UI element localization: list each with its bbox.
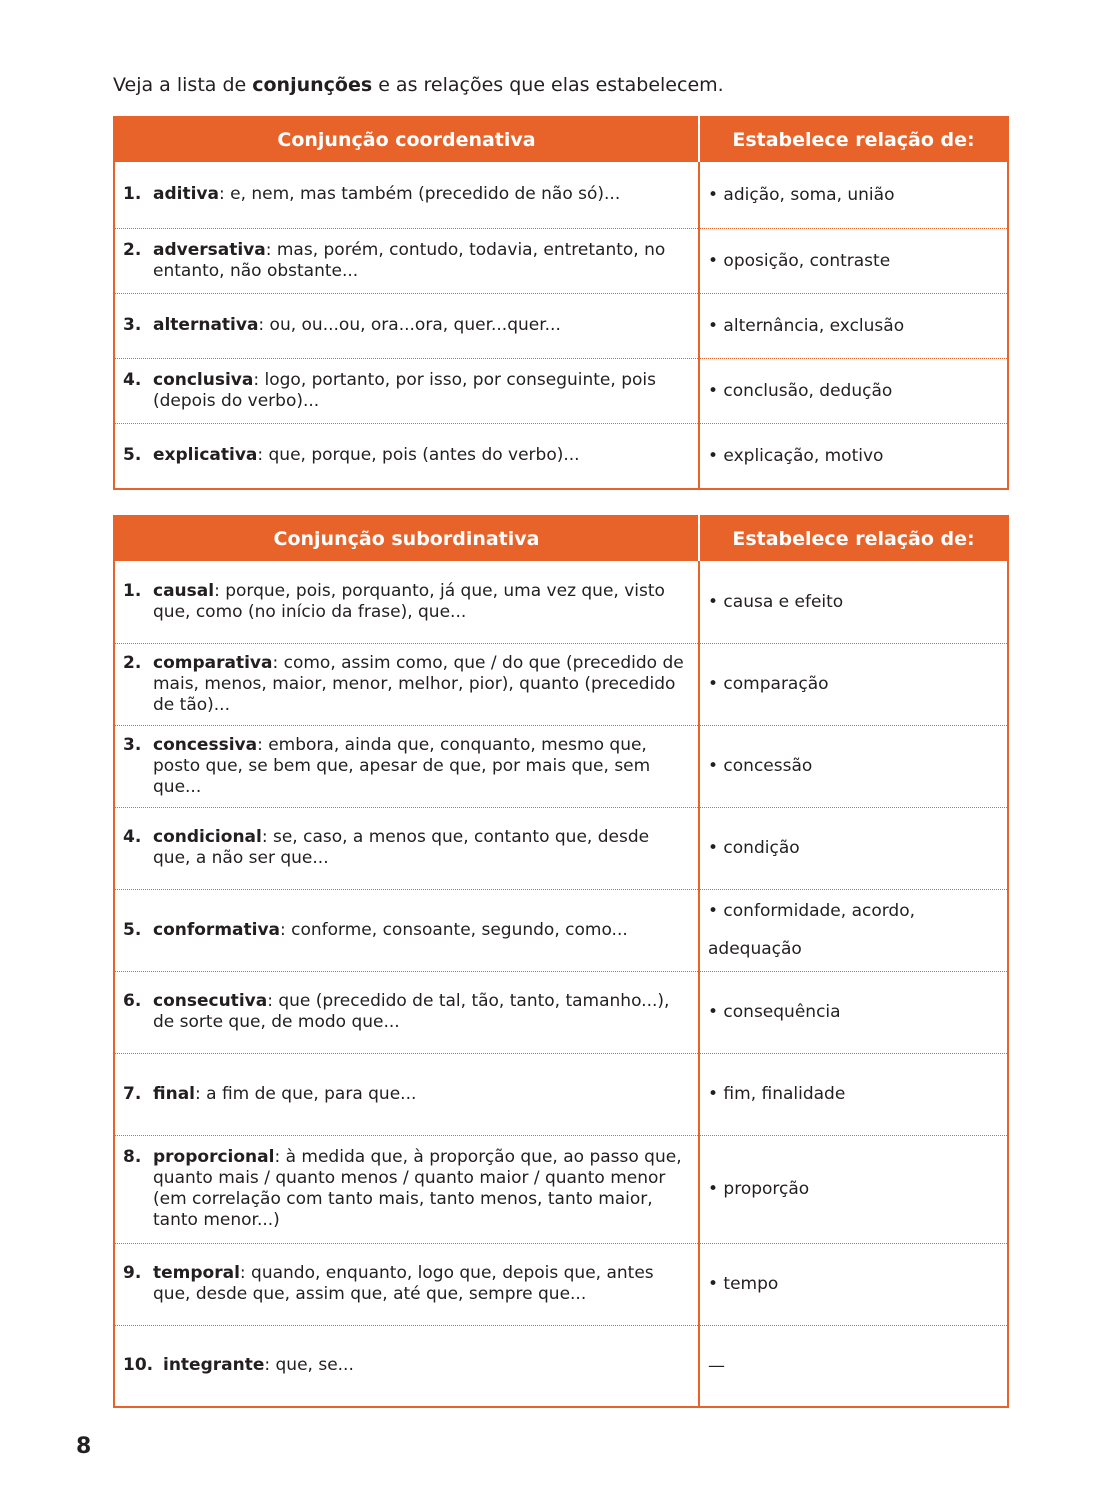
conjunction-examples: : à medida que, à proporção que, ao passo que, quanto mais / quanto menos / quanto maior / quanto menor (em correlação com tanto mais, tanto menos, tanto maior, tanto menor...) (153, 1147, 682, 1230)
relation-text: • tempo (708, 1274, 779, 1294)
conjunction-examples: : quando, enquanto, logo que, depois que, antes que, desde que, assim que, até que, sempre que... (153, 1263, 654, 1304)
conjunction-cell (114, 423, 699, 489)
conjunction-type: causal (153, 580, 215, 601)
table-row (114, 293, 1008, 358)
conjunction-type: concessiva (153, 734, 258, 755)
conjunction-type: aditiva (153, 184, 219, 205)
conjunction-examples: : porque, pois, porquanto, já que, uma vez que, visto que, como (no início da frase), que... (153, 580, 665, 622)
relation-text: • causa e efeito (708, 591, 844, 612)
conjunction-item (123, 184, 690, 205)
conjunction-cell (114, 725, 699, 807)
conjunction-type: alternativa (153, 315, 259, 335)
conjunction-examples: : embora, ainda que, conquanto, mesmo que, posto que, se bem que, apesar de que, por mais que, sem que... (153, 734, 651, 797)
relation-text: • concessão (708, 756, 813, 776)
page-number: 8 (76, 1434, 92, 1459)
item-number: 4. (123, 369, 142, 390)
table-row (114, 1325, 1008, 1407)
relation-cell (699, 228, 1008, 293)
item-description (153, 827, 690, 869)
conjunction-cell (114, 1325, 699, 1407)
conjunction-item (123, 1355, 690, 1376)
table-row (114, 228, 1008, 293)
conjunction-cell (114, 293, 699, 358)
item-number: 1. (123, 580, 142, 601)
relation-cell (699, 162, 1008, 228)
header-conjunction: Conjunção subordinativa (114, 516, 699, 561)
item-description (153, 653, 690, 716)
conjunction-cell (114, 228, 699, 293)
conjunction-item (123, 1084, 690, 1105)
relation-text: • consequência (708, 1002, 841, 1022)
table-header (114, 117, 1008, 162)
conjunction-examples: : como, assim como, que / do que (precedido de mais, menos, maior, menor, melhor, pior), quanto (precedido de tão)... (153, 652, 684, 715)
relation-cell (699, 807, 1008, 889)
item-number: 4. (123, 827, 142, 847)
conjunction-item (123, 445, 690, 466)
conjunction-item (123, 653, 690, 716)
relation-cell (699, 1053, 1008, 1135)
item-description (163, 1355, 690, 1376)
item-number: 3. (123, 315, 142, 335)
item-description (153, 445, 690, 466)
table-row (114, 423, 1008, 489)
conjunction-examples: : que, porque, pois (antes do verbo)... (257, 445, 580, 466)
conjunction-examples: : conforme, consoante, segundo, como... (280, 919, 628, 940)
relation-cell (699, 971, 1008, 1053)
table-row (114, 807, 1008, 889)
relation-text: • condição (708, 838, 800, 858)
table-row (114, 889, 1008, 971)
conjunction-item (123, 1147, 690, 1231)
conjunction-item (123, 581, 690, 623)
conjunction-type: comparativa (153, 652, 273, 673)
conjunction-examples: : que (precedido de tal, tão, tanto, tamanho...), de sorte que, de modo que... (153, 991, 670, 1032)
conjunction-item (123, 827, 690, 869)
conjunction-item (123, 370, 690, 412)
relation-text: • adição, soma, união (708, 184, 895, 205)
item-description (153, 240, 690, 282)
conjunction-cell (114, 358, 699, 423)
relation-cell (699, 561, 1008, 643)
conjunction-cell (114, 1243, 699, 1325)
table-row (114, 358, 1008, 423)
conjunction-cell (114, 643, 699, 725)
header-conjunction: Conjunção coordenativa (114, 117, 699, 162)
conjunction-item (123, 315, 690, 336)
item-number: 5. (123, 445, 142, 466)
item-description (153, 184, 690, 205)
relation-cell (699, 643, 1008, 725)
conjunction-examples: : que, se... (264, 1355, 354, 1376)
relation-text: • explicação, motivo (708, 445, 884, 466)
conjunction-examples: : e, nem, mas também (precedido de não só)... (218, 184, 621, 205)
conjunction-cell (114, 162, 699, 228)
conjunction-cell (114, 807, 699, 889)
item-description (153, 370, 690, 412)
intro-prefix: Veja a lista de (113, 74, 253, 96)
relation-cell (699, 1325, 1008, 1407)
conjunction-item (123, 1263, 690, 1305)
coordinating-rows (114, 162, 1008, 489)
relation-text: • conclusão, dedução (708, 380, 893, 401)
item-number: 5. (123, 919, 142, 940)
item-number: 6. (123, 991, 142, 1011)
item-description (153, 581, 690, 623)
conjunction-examples: : ou, ou...ou, ora...ora, quer...quer... (258, 315, 561, 335)
conjunction-cell (114, 1135, 699, 1243)
conjunction-type: adversativa (153, 239, 266, 260)
table-row (114, 561, 1008, 643)
table-row (114, 1053, 1008, 1135)
conjunction-item (123, 240, 690, 282)
relation-cell (699, 1135, 1008, 1243)
conjunction-item (123, 991, 690, 1033)
relation-cell (699, 1243, 1008, 1325)
item-number: 7. (123, 1083, 142, 1104)
conjunction-item (123, 735, 690, 798)
item-number: 2. (123, 652, 142, 673)
item-description (153, 1147, 690, 1231)
header-relation: Estabelece relação de: (699, 516, 1008, 561)
conjunction-type: conclusiva (153, 369, 254, 390)
relation-cell (699, 725, 1008, 807)
table-row (114, 1135, 1008, 1243)
relation-cell (699, 293, 1008, 358)
conjunction-type: conformativa (153, 919, 281, 940)
table-row (114, 971, 1008, 1053)
relation-cell (699, 423, 1008, 489)
relation-cell (699, 358, 1008, 423)
coordinating-table (113, 116, 1009, 490)
table-header (114, 516, 1008, 561)
item-description (153, 315, 690, 336)
conjunction-type: condicional (153, 827, 262, 847)
conjunction-type: explicativa (153, 445, 258, 466)
conjunction-examples: : logo, portanto, por isso, por conseguinte, pois (depois do verbo)... (153, 369, 656, 411)
intro-emphasis: conjunções (252, 74, 373, 96)
conjunction-type: final (153, 1083, 196, 1104)
item-description (153, 735, 690, 798)
item-description (153, 1084, 690, 1105)
subordinating-rows (114, 561, 1008, 1407)
table-row (114, 162, 1008, 228)
item-description (153, 920, 690, 941)
item-number: 9. (123, 1263, 142, 1283)
relation-cell (699, 889, 1008, 971)
table-row (114, 1243, 1008, 1325)
header-relation: Estabelece relação de: (699, 117, 1008, 162)
relation-text: • conformidade, acordo, adequação (708, 901, 916, 959)
item-number: 3. (123, 734, 142, 755)
item-description (153, 1263, 690, 1305)
relation-text: • oposição, contraste (708, 250, 891, 271)
relation-text: • proporção (708, 1179, 810, 1199)
item-number: 8. (123, 1147, 142, 1167)
conjunction-type: temporal (153, 1263, 240, 1283)
item-number: 2. (123, 239, 142, 260)
conjunction-type: consecutiva (153, 991, 268, 1011)
conjunction-cell (114, 1053, 699, 1135)
conjunction-examples: : se, caso, a menos que, contanto que, desde que, a não ser que... (153, 827, 650, 868)
conjunction-examples: : a fim de que, para que... (195, 1083, 417, 1104)
conjunction-cell (114, 889, 699, 971)
conjunction-cell (114, 561, 699, 643)
item-number: 10. (123, 1355, 154, 1376)
conjunction-type: integrante (163, 1355, 265, 1376)
subordinating-table (113, 515, 1009, 1408)
item-number: 1. (123, 184, 142, 205)
conjunction-examples: : mas, porém, contudo, todavia, entretanto, no entanto, não obstante... (153, 239, 666, 281)
item-description (153, 991, 690, 1033)
intro-text (113, 72, 1013, 98)
relation-text: • comparação (708, 674, 829, 694)
relation-text: • fim, finalidade (708, 1084, 846, 1104)
conjunction-cell (114, 971, 699, 1053)
relation-text: • alternância, exclusão (708, 315, 905, 336)
intro-suffix: e as relações que elas estabelecem. (372, 74, 724, 96)
table-row (114, 643, 1008, 725)
relation-text: — (708, 1355, 725, 1376)
table-row (114, 725, 1008, 807)
conjunction-item (123, 920, 690, 941)
conjunction-type: proporcional (153, 1147, 275, 1167)
